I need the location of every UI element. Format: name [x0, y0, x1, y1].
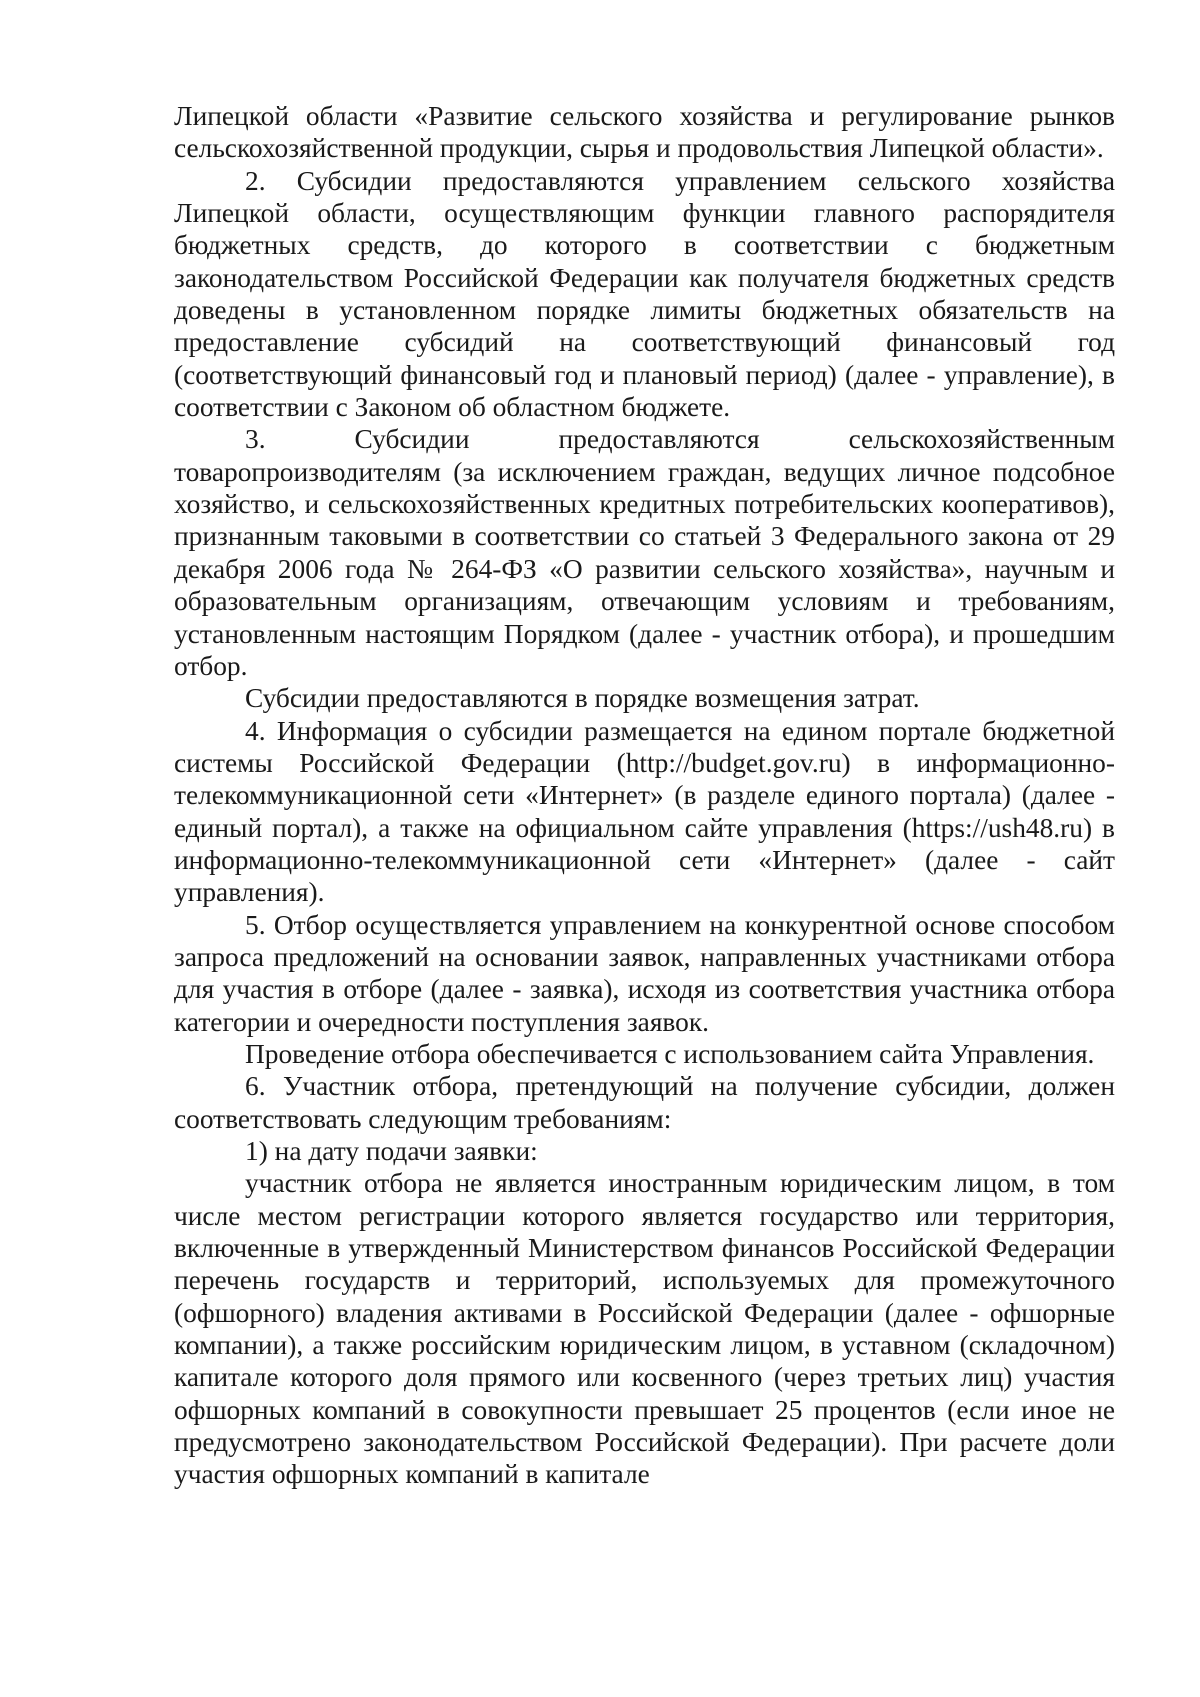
paragraph-5-note: Проведение отбора обеспечивается с использованием сайта Управления. [245, 1038, 1095, 1069]
paragraph-3: 3. Субсидии предоставляются сельскохозяйственным товаропроизводителям (за исключением граждан, ведущих личное подсобное хозяйство, и сельскохозяйственных кредитных потребительских кооперативов), признанным таковыми в соответствии со статьей 3 Федерального закона от 29 декабря 2006 года № 264-ФЗ «О развитии сельского хозяйства», научным и образовательным организациям, отвечающим условиям и требованиям, установленным настоящим Порядком (далее - участник отбора), и прошедшим отбор. [174, 424, 1115, 681]
paragraph-3-note: Субсидии предоставляются в порядке возмещения затрат. [245, 683, 920, 714]
paragraph-continuation: Липецкой области «Развитие сельского хозяйства и регулирование рынков сельскохозяйственной продукции, сырья и продовольствия Липецкой области». [174, 101, 1115, 164]
paragraph-4: 4. Информация о субсидии размещается на едином портале бюджетной системы Российской Федерации (http://budget.gov.ru) в информационно-телекоммуникационной сети «Интернет» (в разделе единого портала) (далее - единый портал), а также на официальном сайте управления (https://ush48.ru) в информационно-телекоммуникационной сети «Интернет» (далее - сайт управления). [174, 715, 1115, 908]
paragraph-5: 5. Отбор осуществляется управлением на конкурентной основе способом запроса предложений на основании заявок, направленных участниками отбора для участия в отборе (далее - заявка), исходя из соответствия участника отбора категории и очередности поступления заявок. [174, 909, 1115, 1037]
paragraph-2: 2. Субсидии предоставляются управлением сельского хозяйства Липецкой области, осуществляющим функции главного распорядителя бюджетных средств, до которого в соответствии с бюджетным законодательством Российской Федерации как получателя бюджетных средств доведены в установленном порядке лимиты бюджетных обязательств на предоставление субсидий на соответствующий финансовый год (соответствующий финансовый год и плановый период) (далее - управление), в соответствии с Законом об областном бюджете. [174, 165, 1115, 423]
document-body [174, 100, 1115, 1491]
paragraph-6-item-1: 1) на дату подачи заявки: [245, 1136, 538, 1166]
paragraph-6-item-1-text: участник отбора не является иностранным юридическим лицом, в том числе местом регистрации которого является государство или территория, включенные в утвержденный Министерством финансов Российской Федерации перечень государств и территорий, используемых для промежуточного (офшорного) владения активами в Российской Федерации (далее - офшорные компании), а также российским юридическим лицом, в уставном (складочном) капитале которого доля прямого или косвенного (через третьих лиц) участия офшорных компаний в совокупности превышает 25 процентов (если иное не предусмотрено законодательством Российской Федерации). При расчете доли участия офшорных компаний в капитале [174, 1168, 1115, 1490]
paragraph-6: 6. Участник отбора, претендующий на получение субсидии, должен соответствовать следующим требованиям: [174, 1071, 1115, 1134]
